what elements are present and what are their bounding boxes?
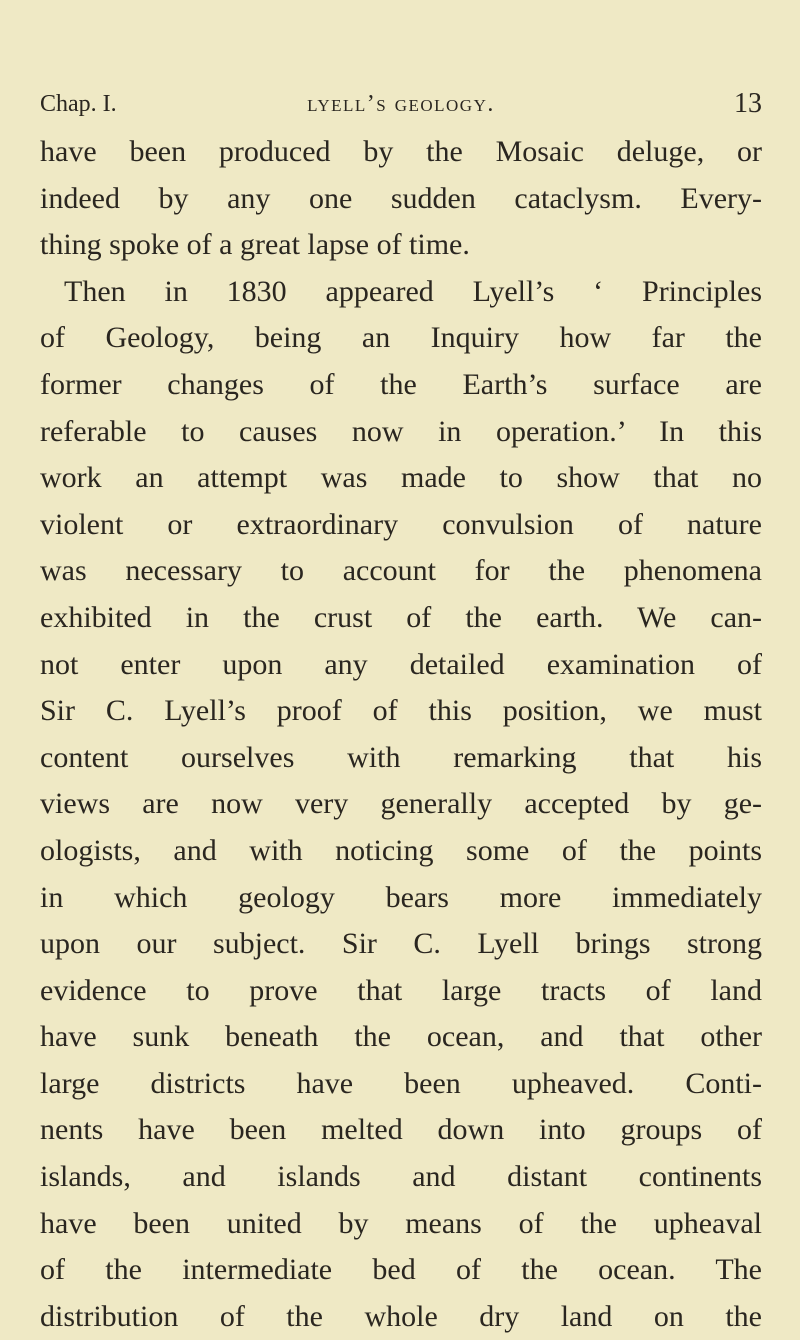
text-line: of the intermediate bed of the ocean. The: [40, 1253, 762, 1287]
text-line: work an attempt was made to show that no: [40, 461, 762, 495]
text-line: have been united by means of the upheaval: [40, 1206, 762, 1240]
text-line: have sunk beneath the ocean, and that other: [40, 1020, 762, 1054]
running-title: lyell’s geology.: [307, 91, 495, 117]
text-line: evidence to prove that large tracts of land: [40, 973, 762, 1007]
text-line: have been produced by the Mosaic deluge, or: [40, 135, 762, 168]
text-line: exhibited in the crust of the earth. We can-: [40, 600, 762, 634]
text-line: violent or extraordinary convulsion of nature: [40, 507, 762, 541]
text-line: indeed by any one sudden cataclysm. Every-: [40, 181, 762, 215]
text-line: of Geology, being an Inquiry how far the: [40, 321, 762, 355]
text-line: content ourselves with remarking that his: [40, 740, 762, 774]
text-line: ologists, and with noticing some of the points: [40, 833, 762, 867]
text-line: referable to causes now in operation.’ In this: [40, 414, 762, 448]
running-head: [40, 84, 762, 124]
text-line: in which geology bears more immediately: [40, 880, 762, 914]
text-line: upon our subject. Sir C. Lyell brings strong: [40, 927, 762, 961]
text-line: Then in 1830 appeared Lyell’s ‘ Principles: [64, 274, 762, 308]
text-line: was necessary to account for the phenomena: [40, 554, 762, 588]
page-number: 13: [734, 88, 762, 119]
text-line: islands, and islands and distant continents: [40, 1160, 762, 1194]
text-line: views are now very generally accepted by ge-: [40, 787, 762, 821]
body-text: [40, 129, 762, 1340]
chapter-label: Chap. I.: [40, 91, 117, 117]
text-line: not enter upon any detailed examination of: [40, 647, 762, 681]
text-line: Sir C. Lyell’s proof of this position, we must: [40, 694, 762, 728]
text-line: former changes of the Earth’s surface are: [40, 367, 762, 401]
text-line: large districts have been upheaved. Conti-: [40, 1066, 762, 1100]
text-line: thing spoke of a great lapse of time.: [40, 228, 470, 262]
text-line: nents have been melted down into groups of: [40, 1113, 762, 1147]
text-line: distribution of the whole dry land on the: [40, 1299, 762, 1333]
